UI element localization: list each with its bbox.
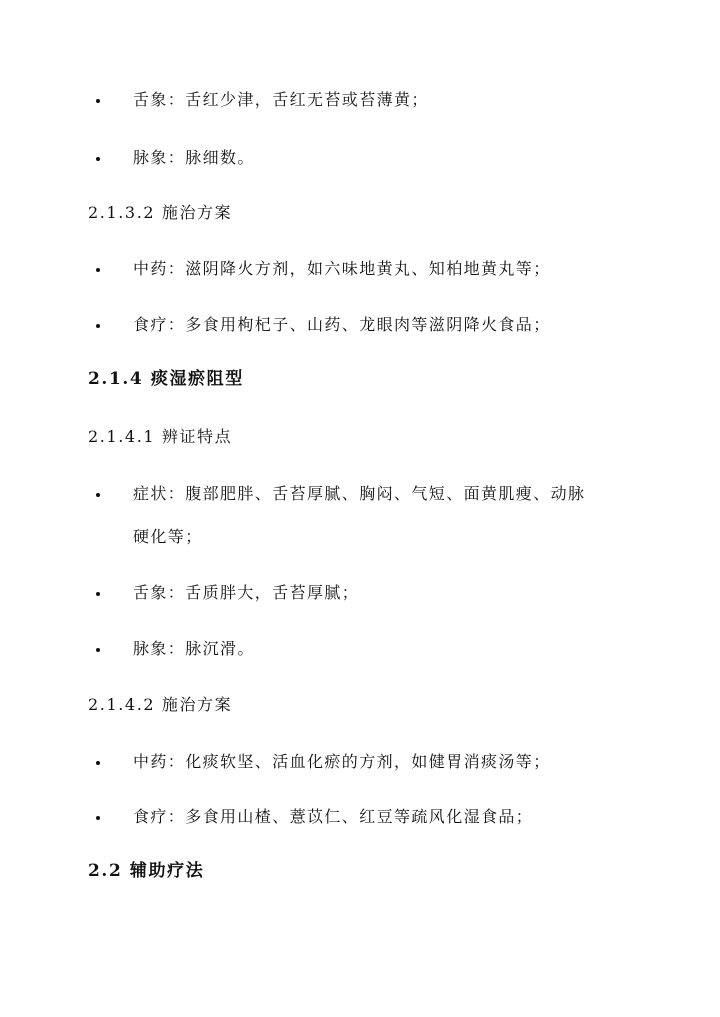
list-item	[106, 315, 551, 335]
bullet-icon	[96, 157, 100, 161]
bullet-icon	[96, 592, 100, 596]
bullet-icon	[96, 761, 100, 765]
bullet-icon	[96, 648, 100, 652]
list-item	[106, 148, 255, 168]
list-item	[106, 639, 255, 659]
list-item	[106, 583, 359, 603]
list-item-text: 舌象：舌红少津，舌红无苔或苔薄黄；	[133, 90, 429, 109]
list-item-text: 中药：化痰软坚、活血化瘀的方剂，如健胃消痰汤等；	[133, 752, 551, 771]
list-item-text: 食疗：多食用山楂、薏苡仁、红豆等疏风化湿食品；	[133, 807, 534, 826]
list-item-continuation: 硬化等；	[133, 527, 203, 546]
list-item-text: 中药：滋阴降火方剂，如六味地黄丸、知柏地黄丸等；	[133, 259, 551, 278]
list-item-text: 食疗：多食用枸杞子、山药、龙眼肉等滋阴降火食品；	[133, 315, 551, 334]
list-item	[106, 259, 551, 279]
list-item	[106, 484, 585, 504]
subsection-heading: 2.1.4.1 辨证特点	[88, 427, 233, 446]
list-item-text: 脉象：脉细数。	[133, 148, 255, 167]
list-item-text: 舌象：舌质胖大，舌苔厚腻；	[133, 583, 360, 602]
bullet-icon	[96, 324, 100, 328]
subsection-heading: 2.1.3.2 施治方案	[88, 203, 233, 222]
section-heading: 2.1.4 痰湿瘀阻型	[88, 369, 244, 389]
list-item-text: 脉象：脉沉滑。	[133, 639, 255, 658]
list-item-text: 症状：腹部肥胖、舌苔厚腻、胸闷、气短、面黄肌瘦、动脉	[133, 484, 586, 503]
bullet-icon	[96, 816, 100, 820]
subsection-heading: 2.1.4.2 施治方案	[88, 695, 233, 714]
list-item	[106, 90, 429, 110]
list-item	[106, 752, 551, 772]
section-heading: 2.2 辅助疗法	[88, 861, 205, 881]
list-item	[106, 807, 533, 827]
bullet-icon	[96, 493, 100, 497]
bullet-icon	[96, 268, 100, 272]
bullet-icon	[96, 99, 100, 103]
